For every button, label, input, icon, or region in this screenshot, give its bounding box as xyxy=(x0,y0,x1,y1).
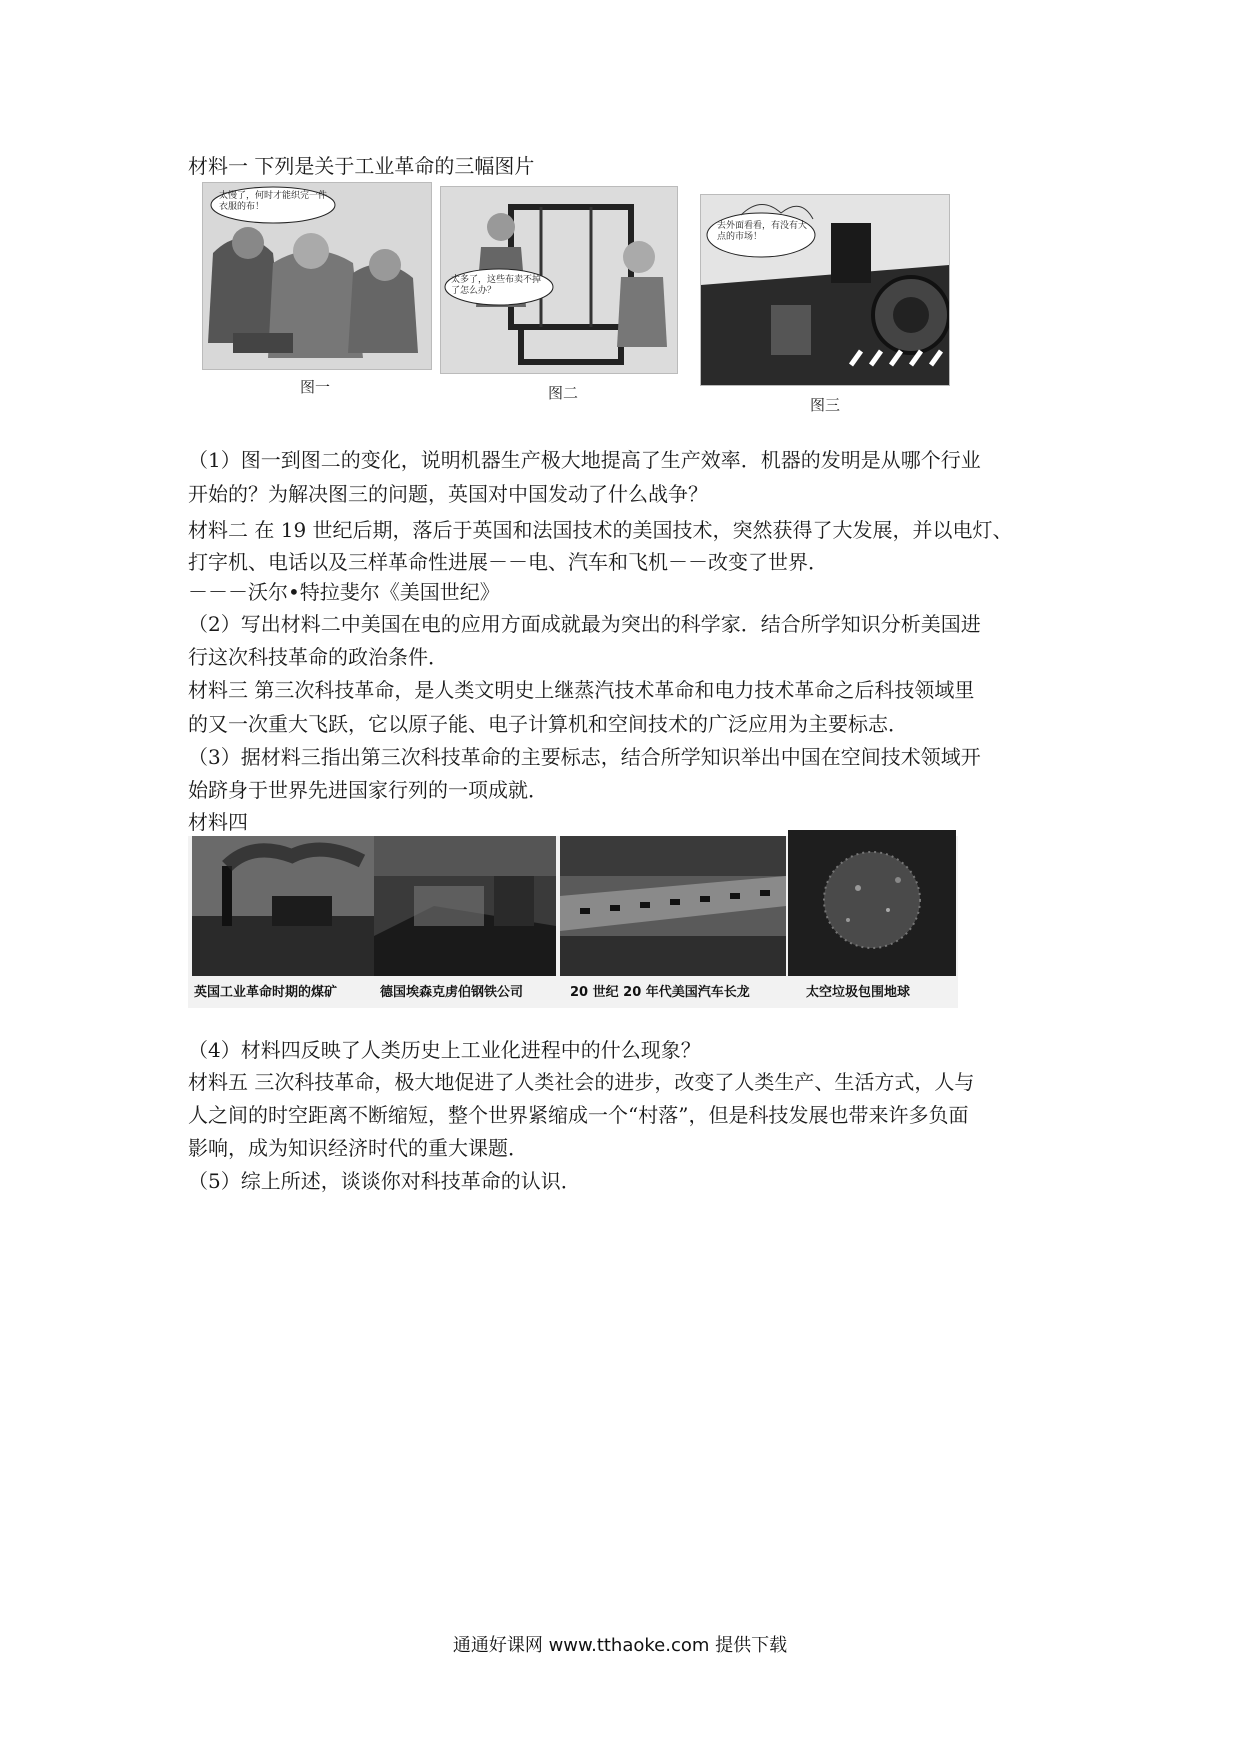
figure-2-cartoon xyxy=(440,186,678,374)
figure-3-cartoon xyxy=(700,194,950,386)
q2-line1: （2）写出材料二中美国在电的应用方面成就最为突出的科学家．结合所学知识分析美国进 xyxy=(188,612,981,636)
figure-1-cartoon xyxy=(202,182,432,370)
material4-label: 材料四 xyxy=(188,810,248,834)
q1-line1: （1）图一到图二的变化，说明机器生产极大地提高了生产效率．机器的发明是从哪个行业 xyxy=(188,448,981,472)
material5-line2: 人之间的时空距离不断缩短，整个世界紧缩成一个“村落”，但是科技发展也带来许多负面 xyxy=(188,1103,969,1127)
photo-caption-us-traffic: 20 世纪 20 年代美国汽车长龙 xyxy=(570,985,750,1000)
photo-space-debris xyxy=(788,830,956,976)
material2-source: －－－沃尔•特拉斐尔《美国世纪》 xyxy=(188,580,500,604)
footer-download-note: 通通好课网 www.tthaoke.com 提供下载 xyxy=(452,1635,788,1656)
q4-line: （4）材料四反映了人类历史上工业化进程中的什么现象？ xyxy=(188,1038,701,1062)
q5-line: （5）综上所述，谈谈你对科技革命的认识． xyxy=(188,1169,581,1193)
material5-line3: 影响，成为知识经济时代的重大课题． xyxy=(188,1136,528,1160)
material2-line2: 打字机、电话以及三样革命性进展－－电、汽车和飞机－－改变了世界． xyxy=(188,550,828,574)
photo-krupp-steel xyxy=(374,836,556,976)
figure-1-speech: 太慢了，何时才能织完一件衣服的布！ xyxy=(219,191,328,212)
q1-line2: 开始的？为解决图三的问题，英国对中国发动了什么战争？ xyxy=(188,482,708,506)
material3-line1: 材料三 第三次科技革命，是人类文明史上继蒸汽技术革命和电力技术革命之后科技领域里 xyxy=(188,678,975,702)
figure-2-caption: 图二 xyxy=(547,384,578,402)
material5-line1: 材料五 三次科技革命，极大地促进了人类社会的进步，改变了人类生产、生活方式，人与 xyxy=(188,1070,975,1094)
photo-caption-krupp: 德国埃森克虏伯钢铁公司 xyxy=(380,985,524,1000)
material4-photo-strip xyxy=(188,836,958,1008)
material1-intro: 材料一 下列是关于工业革命的三幅图片 xyxy=(188,154,535,178)
material2-line1: 材料二 在 19 世纪后期，落后于英国和法国技术的美国技术，突然获得了大发展，并以电灯、 xyxy=(188,518,1013,542)
figure-1-caption: 图一 xyxy=(299,378,330,396)
material3-line2: 的又一次重大飞跃，它以原子能、电子计算机和空间技术的广泛应用为主要标志． xyxy=(188,712,908,736)
figure-3-speech: 去外面看看，有没有大点的市场！ xyxy=(717,221,808,242)
photo-coal-mine xyxy=(192,836,374,976)
q3-line1: （3）据材料三指出第三次科技革命的主要标志，结合所学知识举出中国在空间技术领域开 xyxy=(188,745,981,769)
figure-3-caption: 图三 xyxy=(809,396,840,414)
figure-2-speech: 太多了，这些布卖不掉了怎么办？ xyxy=(451,275,542,296)
photo-us-traffic xyxy=(560,836,786,976)
photo-caption-coal-mine: 英国工业革命时期的煤矿 xyxy=(194,985,338,1000)
q2-line2: 行这次科技革命的政治条件． xyxy=(188,645,448,669)
photo-caption-space-debris: 太空垃圾包围地球 xyxy=(806,985,911,1000)
q3-line2: 始跻身于世界先进国家行列的一项成就． xyxy=(188,778,548,802)
